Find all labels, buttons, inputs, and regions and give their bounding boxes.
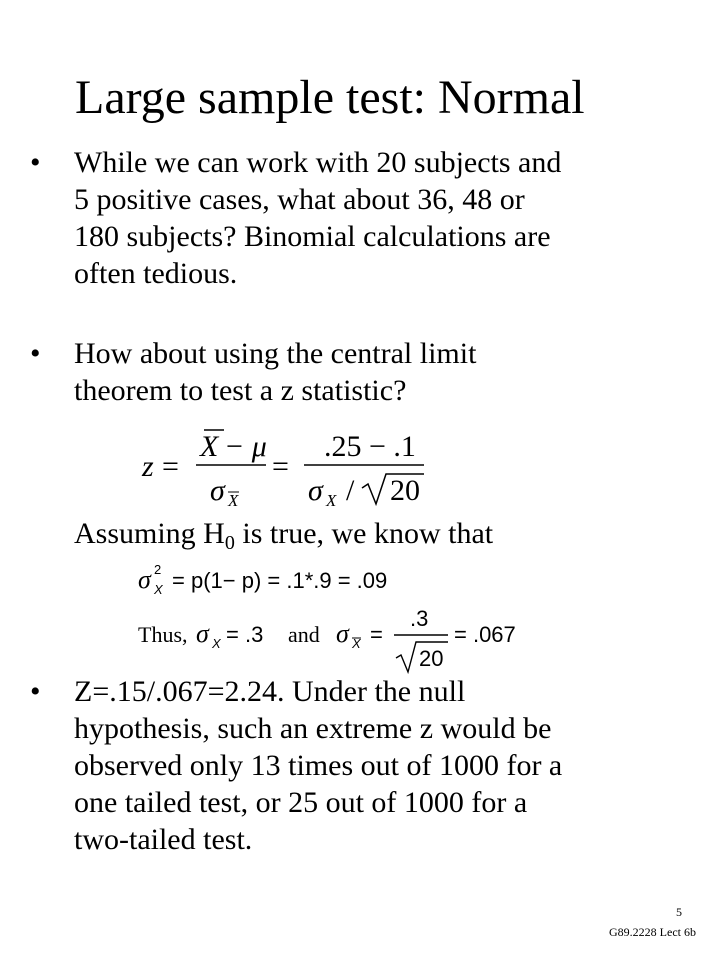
standard-error-graphic: [138, 598, 578, 676]
sqrt-value: 20: [419, 646, 444, 671]
z-statistic-formula: [138, 420, 438, 510]
result-value: = .067: [454, 622, 516, 647]
bullet-text: [74, 144, 684, 292]
bullet-marker: •: [30, 146, 41, 179]
bullet-line: hypothesis, such an extreme z would be: [74, 712, 552, 745]
bullet-line: observed only 13 times out of 1000 for a: [74, 749, 563, 782]
sqrt-value: 20: [390, 474, 420, 507]
bullet-text: [74, 673, 684, 858]
equals-sign: =: [162, 450, 179, 483]
numerator-value: .25 − .1: [324, 430, 416, 463]
minus-mu: − μ: [224, 430, 267, 463]
bullet-text: [74, 335, 684, 409]
bullet-line: Z=.15/.067=2.24. Under the null: [74, 675, 466, 708]
bullet-line: two-tailed test.: [74, 823, 253, 856]
sigma-subscript: X: [326, 491, 337, 510]
bullet-marker: •: [30, 675, 41, 708]
z-formula-graphic: [138, 420, 438, 510]
lecture-label: G89.2228 Lect 6b: [609, 925, 696, 939]
sigma-value: = .3: [226, 622, 264, 647]
variance-formula-graphic: [138, 560, 478, 600]
numerator-value: .3: [410, 606, 429, 631]
bullet-line: 5 positive cases, what about 36, 48 or: [74, 183, 525, 216]
sigma-superscript: 2: [154, 562, 162, 577]
assumption-text: Assuming H: [74, 517, 225, 550]
sigma-symbol: σ: [138, 565, 151, 594]
sigma-subscript: X: [154, 582, 163, 597]
bullet-line: often tedious.: [74, 257, 238, 290]
bullet-line: one tailed test, or 25 out of 1000 for a: [74, 786, 528, 819]
thus-word: Thus,: [138, 622, 188, 647]
sigma-symbol: σ: [210, 474, 225, 507]
equals-sign: =: [272, 450, 289, 483]
division-slash: /: [346, 474, 355, 507]
h-subscript: 0: [224, 532, 235, 554]
sigma-symbol: σ: [196, 619, 209, 648]
slide-title: Large sample test: Normal: [75, 71, 585, 124]
sigma-subscript: X: [352, 636, 361, 651]
assumption-line: [74, 515, 493, 562]
sigma-subscript: X: [228, 491, 239, 510]
bullet-line: While we can work with 20 subjects and: [74, 146, 562, 179]
standard-error-formula: [138, 598, 578, 676]
variance-formula: [138, 560, 478, 600]
sigma-symbol: σ: [308, 474, 323, 507]
z-symbol: z: [142, 450, 154, 483]
bullet-line: How about using the central limit: [74, 337, 477, 370]
page-number: 5: [676, 905, 682, 919]
sigma-subscript: X: [212, 636, 221, 651]
assumption-text-rest: is true, we know that: [234, 517, 494, 550]
and-word: and: [288, 622, 320, 647]
bullet-marker: •: [30, 337, 41, 370]
x-bar-symbol: X: [200, 430, 219, 463]
bullet-line: theorem to test a z statistic?: [74, 374, 407, 407]
bullet-line: 180 subjects? Binomial calculations are: [74, 220, 551, 253]
variance-expression: = p(1− p) = .1*.9 = .09: [172, 568, 388, 593]
sigma-symbol: σ: [336, 619, 349, 648]
equals-sign: =: [370, 622, 383, 647]
